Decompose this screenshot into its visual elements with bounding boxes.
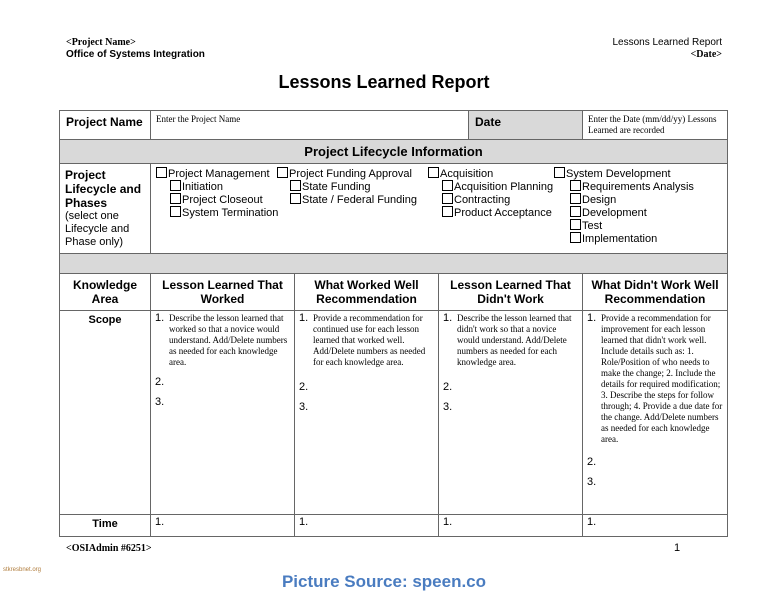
header-didnt-work-recommendation: What Didn't Work Well Recommendation: [583, 274, 728, 311]
page-title: Lessons Learned Report: [278, 72, 490, 92]
lifecycle-options: [151, 164, 728, 254]
checkbox-implementation[interactable]: Implementation: [570, 232, 657, 246]
project-name-label: Project Name: [60, 111, 151, 140]
item-number: 1.: [155, 312, 165, 324]
header-right: [612, 37, 722, 61]
date-placeholder: <Date>: [690, 49, 722, 60]
header-left: [66, 37, 205, 61]
item-number: 1.: [443, 516, 453, 528]
scope-worked-recommendation[interactable]: [295, 311, 439, 515]
lifecycle-label-title: Project Lifecycle and Phases: [65, 168, 142, 210]
project-name-placeholder: <Project Name>: [66, 37, 136, 48]
item-number: 2.: [155, 376, 165, 388]
time-label: Time: [60, 515, 151, 537]
checkbox-project-management[interactable]: Project Management: [156, 167, 270, 181]
office-name: Office of Systems Integration: [66, 49, 205, 60]
item-number: 1.: [299, 516, 309, 528]
item-number: 3.: [155, 396, 165, 408]
item-number: 2.: [443, 381, 453, 393]
item-number: 1.: [299, 312, 309, 324]
scope-didnt-work-recommendation[interactable]: [583, 311, 728, 515]
time-worked-recommendation[interactable]: [295, 515, 439, 537]
report-label: Lessons Learned Report: [612, 37, 722, 48]
checkbox-test[interactable]: Test: [570, 219, 602, 233]
item-number: 1.: [587, 312, 597, 324]
checkbox-acquisition[interactable]: Acquisition: [428, 167, 493, 181]
scope-lesson-didnt-work[interactable]: [439, 311, 583, 515]
item-number: 3.: [587, 476, 597, 488]
item-number: 2.: [587, 456, 597, 468]
checkbox-system-development[interactable]: System Development: [554, 167, 671, 181]
scope-label: Scope: [60, 311, 151, 515]
checkbox-design[interactable]: Design: [570, 193, 616, 207]
scope-lesson-worked[interactable]: [151, 311, 295, 515]
date-label: Date: [469, 111, 583, 140]
item-text: Provide a recommendation for continued use for each lesson learned that worked well. Add/Delete numbers as needed for each knowledge area.: [313, 313, 426, 367]
item-text: Describe the lesson learned that didn't work so that a novice would understand. Add/Delete numbers as needed for each knowledge area.: [457, 313, 572, 367]
lessons-learned-form: [59, 110, 728, 537]
item-number: 1.: [443, 312, 453, 324]
checkbox-system-termination[interactable]: System Termination: [170, 206, 278, 220]
checkbox-acquisition-planning[interactable]: Acquisition Planning: [442, 180, 553, 194]
page-number: 1: [674, 542, 681, 554]
header-lesson-worked: Lesson Learned That Worked: [151, 274, 295, 311]
checkbox-initiation[interactable]: Initiation: [170, 180, 223, 194]
time-lesson-worked[interactable]: [151, 515, 295, 537]
item-number: 3.: [443, 401, 453, 413]
header-knowledge-area: Knowledge Area: [60, 274, 151, 311]
lifecycle-heading: Project Lifecycle Information: [60, 140, 728, 164]
item-number: 1.: [155, 516, 165, 528]
checkbox-project-closeout[interactable]: Project Closeout: [170, 193, 263, 207]
checkbox-state-federal-funding[interactable]: State / Federal Funding: [290, 193, 417, 207]
checkbox-state-funding[interactable]: State Funding: [290, 180, 371, 194]
checkbox-development[interactable]: Development: [570, 206, 647, 220]
time-lesson-didnt-work[interactable]: [439, 515, 583, 537]
item-number: 3.: [299, 401, 309, 413]
project-name-field[interactable]: Enter the Project Name: [151, 111, 469, 140]
lifecycle-label: [60, 164, 151, 254]
header-worked-recommendation: What Worked Well Recommendation: [295, 274, 439, 311]
spacer-row: [60, 254, 728, 274]
item-number: 1.: [587, 516, 597, 528]
checkbox-contracting[interactable]: Contracting: [442, 193, 510, 207]
time-didnt-work-recommendation[interactable]: [583, 515, 728, 537]
watermark: stkresbnet.org: [3, 567, 42, 573]
picture-source: Picture Source: speen.co: [281, 572, 487, 591]
admin-code: <OSIAdmin #6251>: [66, 543, 152, 554]
item-text: Provide a recommendation for improvement for each lesson learned that didn't work well. Include details such as: 1. Role/Position of who needs to make the change; 2. Include the details for required modification; 3. Describe the steps for follow through; 4. Provide a due date for the change. Add/Delete numbers as needed for each knowledge area.: [601, 313, 723, 444]
checkbox-requirements-analysis[interactable]: Requirements Analysis: [570, 180, 694, 194]
date-field[interactable]: Enter the Date (mm/dd/yy) Lessons Learned are recorded: [583, 111, 728, 140]
item-number: 2.: [299, 381, 309, 393]
checkbox-product-acceptance[interactable]: Product Acceptance: [442, 206, 552, 220]
checkbox-project-funding-approval[interactable]: Project Funding Approval: [277, 167, 412, 181]
header-lesson-didnt-work: Lesson Learned That Didn't Work: [439, 274, 583, 311]
lifecycle-label-note: (select one Lifecycle and Phase only): [65, 210, 130, 248]
item-text: Describe the lesson learned that worked so that a novice would understand. Add/Delete numbers as needed for each knowledge area.: [169, 313, 288, 367]
